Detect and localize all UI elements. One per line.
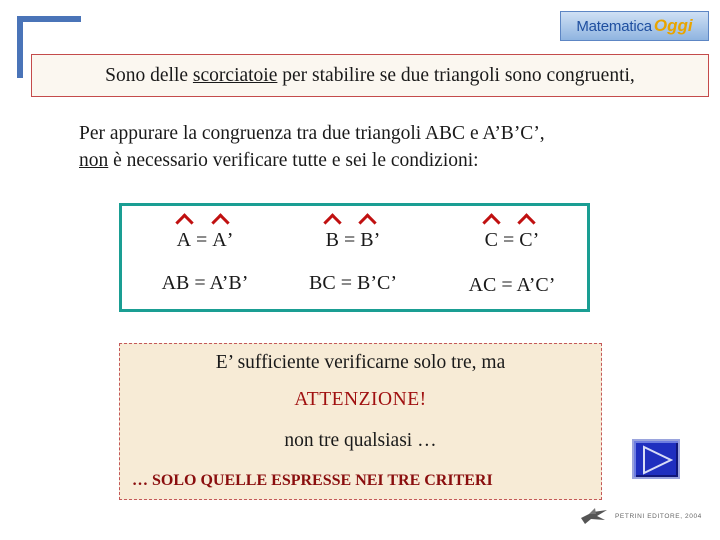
angle-c-left: C (485, 229, 498, 252)
intro-line-2 (79, 147, 709, 174)
side-condition-ab: AB = A’B’ (161, 272, 249, 294)
angle-condition-a: A = A’ (130, 229, 280, 252)
logo-word-oggi: Oggi (653, 16, 693, 35)
title-text-after: per stabilire se due triangoli sono congruenti, (277, 64, 635, 86)
intro-line-1: Per appurare la congruenza tra due triangoli ABC e A’B’C’, (79, 123, 545, 144)
attention-heading: ATTENZIONE! (294, 389, 427, 410)
attention-box (119, 343, 602, 500)
title-underlined-word: scorciatoie (192, 64, 278, 86)
play-triangle-icon (641, 445, 673, 475)
attention-line-3: non tre qualsiasi … (284, 430, 437, 451)
publisher-mark (579, 503, 709, 529)
title-text-before: Sono delle (105, 64, 193, 86)
angle-b-right: B (360, 229, 373, 252)
angle-b-left: B (326, 229, 339, 252)
intro-line-2-rest: è necessario verificare tutte e sei le condizioni: (108, 150, 479, 171)
attention-criteria-note: … SOLO QUELLE ESPRESSE NEI TRE CRITERI (132, 472, 493, 489)
logo-word-matematica: Matematica (576, 17, 652, 35)
angle-c-right: C (519, 229, 532, 252)
side-condition-ac: AC = A’C’ (468, 274, 556, 296)
publisher-label: PETRINI EDITORE, 2004 (615, 512, 702, 520)
angle-a-left: A (177, 229, 191, 252)
conditions-box (119, 203, 590, 312)
title-box (31, 54, 709, 97)
angle-condition-b: B = B’ (278, 229, 428, 252)
intro-paragraph (79, 120, 709, 174)
next-slide-button[interactable] (632, 439, 680, 479)
angle-condition-c: C = C’ (437, 229, 587, 252)
publisher-logo-icon (579, 506, 609, 526)
intro-underlined-word: non (79, 150, 109, 171)
side-condition-bc: BC = B’C’ (309, 272, 397, 294)
angle-a-right: A (212, 229, 226, 252)
attention-line-1: E’ sufficiente verificarne solo tre, ma (215, 352, 506, 373)
matematica-oggi-logo (560, 11, 709, 41)
